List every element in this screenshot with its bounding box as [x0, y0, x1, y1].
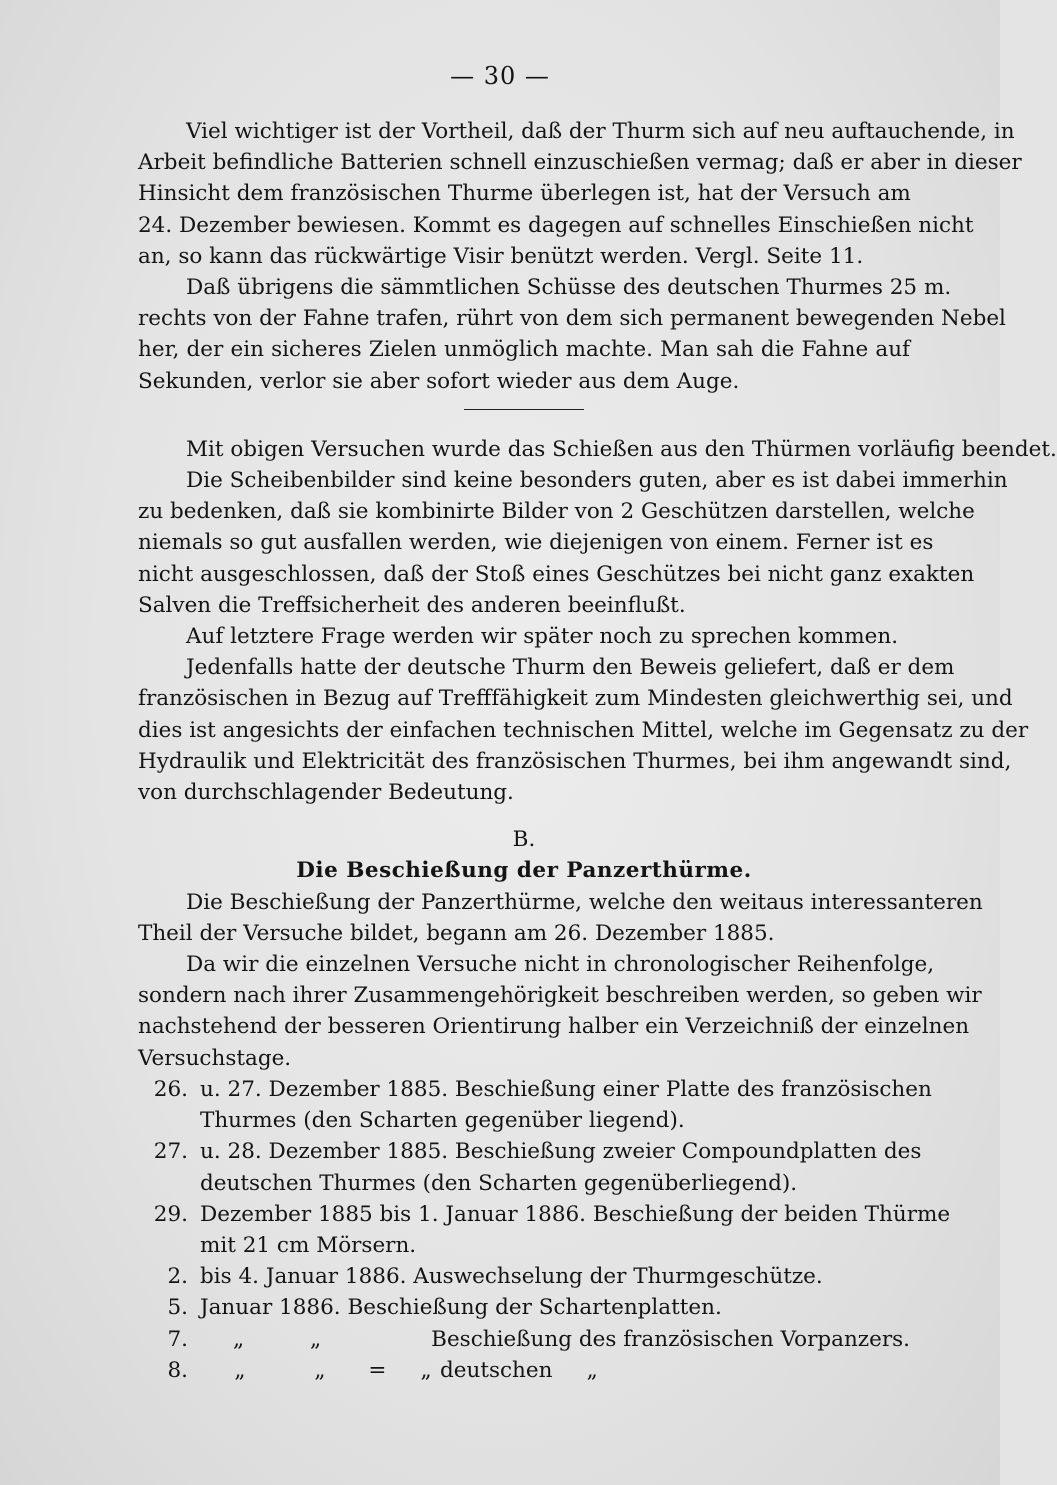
schedule-number: 7. — [167, 1326, 188, 1352]
text-line: Theil der Versuche bildet, begann am 26. Dezember 1885. — [138, 920, 775, 946]
text-line: Da wir die einzelnen Versuche nicht in chronologischer Reihenfolge, — [186, 952, 935, 978]
ditto-mark: = „ — [368, 1357, 432, 1383]
schedule-number: 29. — [153, 1201, 188, 1227]
ditto-mark: „ — [234, 1357, 246, 1383]
schedule-item — [138, 1355, 910, 1386]
text-line: u. 28. Dezember 1885. Beschießung zweier Compoundplatten des — [200, 1139, 922, 1165]
schedule-number: 26. — [153, 1076, 188, 1102]
schedule-item — [138, 1074, 932, 1136]
ditto-mark: „ — [310, 1326, 322, 1352]
ditto-mark — [354, 1324, 431, 1355]
text-line: Versuchstage. — [138, 1045, 292, 1071]
text-line: von durchschlagender Bedeutung. — [138, 780, 514, 806]
schedule-number: 5. — [167, 1295, 188, 1321]
schedule-text: Beschießung des französischen Vorpanzers. — [431, 1326, 910, 1352]
text-line: rechts von der Fahne trafen, rührt von dem sich permanent bewegenden Nebel — [138, 306, 1006, 332]
text-line: Auf letztere Frage werden wir später noch zu sprechen kommen. — [186, 624, 899, 650]
text-line: Die Scheibenbilder sind keine besonders guten, aber es ist dabei immerhin — [186, 468, 1008, 494]
section-title: Die Beschießung der Panzerthürme. — [296, 858, 752, 884]
schedule-number: 8. — [167, 1357, 188, 1383]
text-line: u. 27. Dezember 1885. Beschießung einer Platte des französischen — [200, 1076, 932, 1102]
schedule-item — [138, 1136, 922, 1198]
text-line: nachstehend der besseren Orientirung halber ein Verzeichniß der einzelnen — [138, 1014, 970, 1040]
text-line: Mit obigen Versuchen wurde das Schießen aus den Thürmen vorläufig beendet. — [186, 436, 1057, 462]
text-line: Viel wichtiger ist der Vortheil, daß der Thurm sich auf neu auftauchende, in — [186, 119, 1015, 144]
ditto-rows — [138, 1324, 910, 1386]
paragraph — [138, 272, 1006, 397]
ditto-mark: „ — [232, 1326, 245, 1352]
schedule-number: 27. — [153, 1139, 188, 1165]
text-line: her, der ein sicheres Zielen unmöglich machte. Man sah die Fahne auf — [138, 337, 910, 363]
middle-paragraphs — [138, 434, 1057, 808]
text-line: Die Beschießung der Panzerthürme, welche den weitaus interessanteren — [186, 889, 983, 915]
text-line: zu bedenken, daß sie kombinirte Bilder von 2 Geschützen darstellen, welche — [138, 499, 975, 525]
text-line: deutschen Thurmes (den Scharten gegenüberliegend). — [200, 1170, 798, 1196]
page-number: — 30 — — [450, 62, 550, 90]
paragraph — [138, 116, 1022, 272]
paragraph — [138, 621, 910, 652]
paragraph — [138, 652, 1029, 808]
schedule-item — [138, 1261, 910, 1292]
schedule-text — [200, 1292, 910, 1323]
text-line: Thurmes (den Scharten gegenüber liegend). — [200, 1108, 685, 1134]
paragraph — [138, 465, 1008, 621]
text-line: Hydraulik und Elektricität des französischen Thurmes, bei ihm angewandt sind, — [138, 748, 1012, 774]
schedule-text — [200, 1136, 921, 1198]
text-line: Januar 1886. Beschießung der Schartenplatten. — [200, 1295, 722, 1321]
schedule-text — [200, 1199, 950, 1261]
paragraph — [138, 434, 1057, 465]
schedule-item — [138, 1199, 951, 1261]
text-line: Dezember 1885 bis 1. Januar 1886. Beschießung der beiden Thürme — [200, 1201, 951, 1227]
text-line: Arbeit befindliche Batterien schnell einzuschießen vermag; daß er aber in dieser — [138, 150, 1022, 176]
top-paragraphs — [138, 116, 1022, 397]
text-line: mit 21 cm Mörsern. — [200, 1232, 417, 1258]
paragraph — [138, 949, 982, 1074]
text-line: Hinsicht dem französischen Thurme überlegen ist, hat der Versuch am — [138, 181, 911, 207]
text-line: Daß übrigens die sämmtlichen Schüsse des deutschen Thurmes 25 m. — [186, 275, 952, 301]
schedule-list — [138, 1074, 951, 1324]
schedule-text — [200, 1074, 932, 1136]
text-line: französischen in Bezug auf Trefffähigkeit zum Mindesten gleichwerthig sei, und — [138, 686, 1013, 712]
text-line: 24. Dezember bewiesen. Kommt es dagegen auf schnelles Einschießen nicht — [138, 212, 974, 238]
text-line: an, so kann das rückwärtige Visir benützt werden. Vergl. Seite 11. — [138, 243, 864, 269]
ditto-mark: „ — [314, 1357, 326, 1383]
page-body — [138, 116, 1057, 1386]
schedule-text: deutschen „ — [440, 1357, 598, 1383]
separator-rule — [464, 409, 584, 410]
schedule-text — [200, 1261, 910, 1292]
schedule-item — [138, 1292, 910, 1323]
text-line: niemals so gut ausfallen werden, wie diejenigen von einem. Ferner ist es — [138, 530, 934, 556]
section-letter: B. — [512, 827, 536, 853]
text-line: Salven die Treffsicherheit des anderen beeinflußt. — [138, 592, 686, 618]
text-line: Sekunden, verlor sie aber sofort wieder aus dem Auge. — [138, 368, 740, 394]
section-paragraphs — [138, 887, 983, 1074]
paragraph — [138, 887, 983, 949]
schedule-item — [138, 1324, 910, 1355]
text-line: bis 4. Januar 1886. Auswechselung der Thurmgeschütze. — [200, 1264, 823, 1290]
text-line: Jedenfalls hatte der deutsche Thurm den Beweis geliefert, daß er dem — [186, 655, 955, 681]
text-line: nicht ausgeschlossen, daß der Stoß eines Geschützes bei nicht ganz exakten — [138, 561, 975, 587]
schedule-number: 2. — [167, 1264, 188, 1290]
text-line: sondern nach ihrer Zusammengehörigkeit beschreiben werden, so geben wir — [138, 983, 982, 1009]
text-line: dies ist angesichts der einfachen technischen Mittel, welche im Gegensatz zu der — [138, 717, 1029, 743]
